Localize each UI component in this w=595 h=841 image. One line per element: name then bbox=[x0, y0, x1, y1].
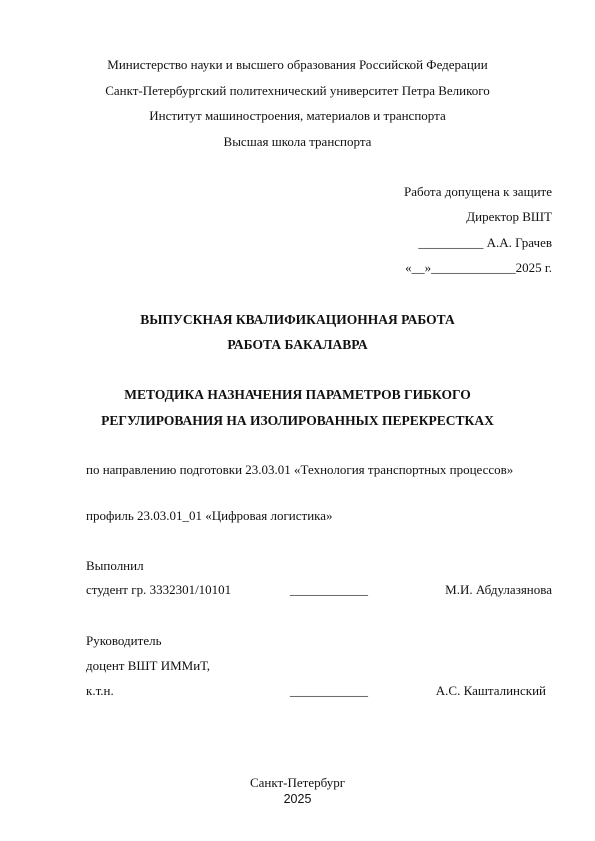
thesis-title-line1: МЕТОДИКА НАЗНАЧЕНИЯ ПАРАМЕТРОВ ГИБКОГО bbox=[124, 387, 471, 402]
university-name: Санкт-Петербургский политехнический университет Петра Великого bbox=[105, 83, 490, 98]
ministry-name: Министерство науки и высшего образования Российской Федерации bbox=[107, 57, 488, 72]
institute-name: Институт машиностроения, материалов и транспорта bbox=[149, 108, 446, 123]
supervisor-signature-line: ____________ bbox=[290, 683, 368, 698]
footer-city: Санкт-Петербург bbox=[249, 775, 346, 790]
work-type-title: ВЫПУСКНАЯ КВАЛИФИКАЦИОННАЯ РАБОТА bbox=[140, 312, 455, 327]
approval-director: Директор ВШТ bbox=[466, 209, 552, 224]
supervisor-name: А.С. Кашталинский bbox=[435, 683, 546, 698]
approval-admitted: Работа допущена к защите bbox=[403, 184, 552, 199]
work-type-subtitle: РАБОТА БАКАЛАВРА bbox=[227, 337, 368, 352]
supervisor-label: Руководитель bbox=[86, 633, 162, 648]
supervisor-degree: к.т.н. bbox=[86, 683, 114, 698]
approval-signature: __________ А.А. Грачев bbox=[418, 235, 552, 250]
study-direction: по направлению подготовки 23.03.01 «Технология транспортных процессов» bbox=[86, 462, 514, 477]
performer-label: Выполнил bbox=[86, 558, 144, 573]
supervisor-role: доцент ВШТ ИММиТ, bbox=[86, 658, 211, 673]
performer-name: М.И. Абдулазянова bbox=[445, 582, 552, 597]
study-profile: профиль 23.03.01_01 «Цифровая логистика» bbox=[86, 508, 333, 523]
school-name: Высшая школа транспорта bbox=[223, 134, 372, 149]
performer-signature-line: ____________ bbox=[290, 582, 368, 597]
performer-role: студент гр. 3332301/10101 bbox=[86, 582, 232, 597]
approval-date: «__»_____________2025 г. bbox=[405, 260, 552, 275]
footer-year: 2025 bbox=[283, 792, 312, 806]
thesis-title-line2: РЕГУЛИРОВАНИЯ НА ИЗОЛИРОВАННЫХ ПЕРЕКРЕСТКАХ bbox=[101, 413, 494, 428]
